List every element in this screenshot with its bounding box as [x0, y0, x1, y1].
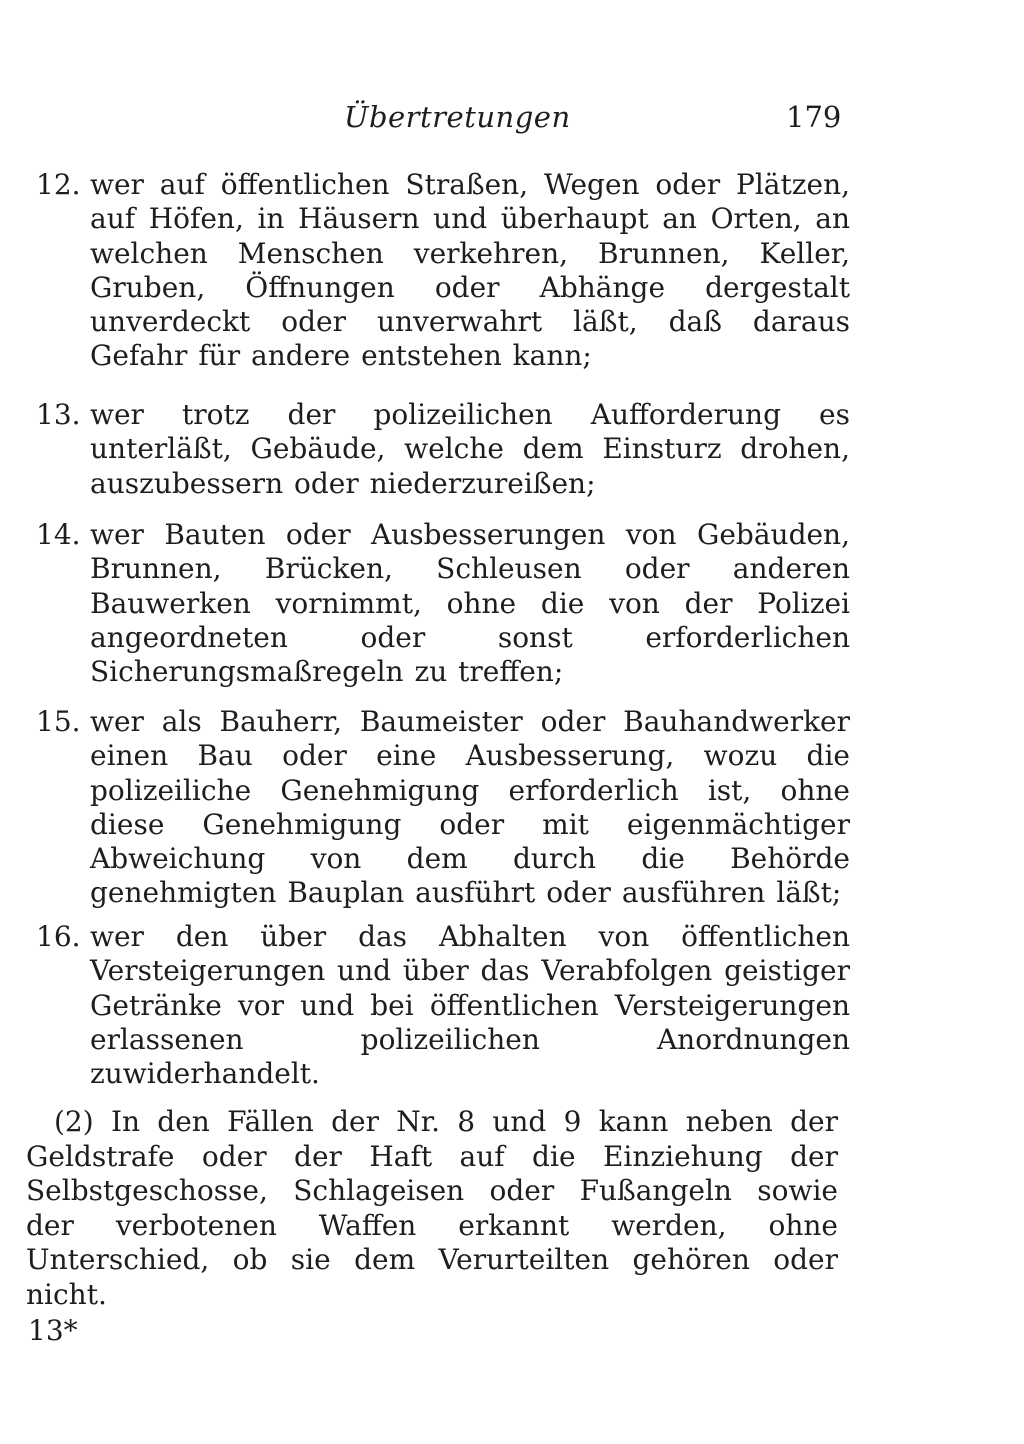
item-text: wer trotz der polizeilichen Aufforderung es unterläßt, Gebäude, welche dem Einsturz drohen, auszubessern oder niederzureißen;: [90, 398, 850, 500]
item-number: 13.: [36, 398, 81, 431]
item-number: 12.: [36, 168, 81, 201]
item-text: wer den über das Abhalten von öffentlichen Versteigerungen und über das Verabfolgen geistiger Getränke vor und bei öffentlichen Versteigerungen erlassenen polizeilichen Anordnungen zuwiderhandelt.: [90, 920, 850, 1091]
paragraph-2: (2) In den Fällen der Nr. 8 und 9 kann neben der Geldstrafe oder der Haft auf die Einziehung der Selbstgeschosse, Schlageisen oder Fußangeln sowie der verbotenen Waffen erkannt werden, ohne Unterschied, ob sie dem Verurteilten gehören oder nicht.: [26, 1105, 838, 1311]
item-text: wer Bauten oder Ausbesserungen von Gebäuden, Brunnen, Brücken, Schleusen oder anderen Bauwerken vornimmt, ohne die von der Polizei angeordneten oder sonst erforderlichen Sicherungsmaßregeln zu treffen;: [90, 518, 850, 689]
item-number: 14.: [36, 518, 81, 551]
signature-mark: 13*: [28, 1314, 78, 1347]
item-number: 16.: [36, 920, 81, 953]
page-number: 179: [786, 100, 842, 134]
running-title: Übertretungen: [344, 100, 571, 134]
item-text: wer als Bauherr, Baumeister oder Bauhandwerker einen Bau oder eine Ausbesserung, wozu die polizeiliche Genehmigung erforderlich ist, ohne diese Genehmigung oder mit eigenmächtiger Abweichung von dem durch die Behörde genehmigten Bauplan ausführt oder ausführen läßt;: [90, 705, 850, 910]
item-number: 15.: [36, 705, 81, 738]
item-text: wer auf öffentlichen Straßen, Wegen oder Plätzen, auf Höfen, in Häusern und überhaupt an Orten, an welchen Menschen verkehren, Brunnen, Keller, Gruben, Öffnungen oder Abhänge dergestalt unverdeckt oder unverwahrt läßt, daß daraus Gefahr für andere entstehen kann;: [90, 168, 850, 373]
